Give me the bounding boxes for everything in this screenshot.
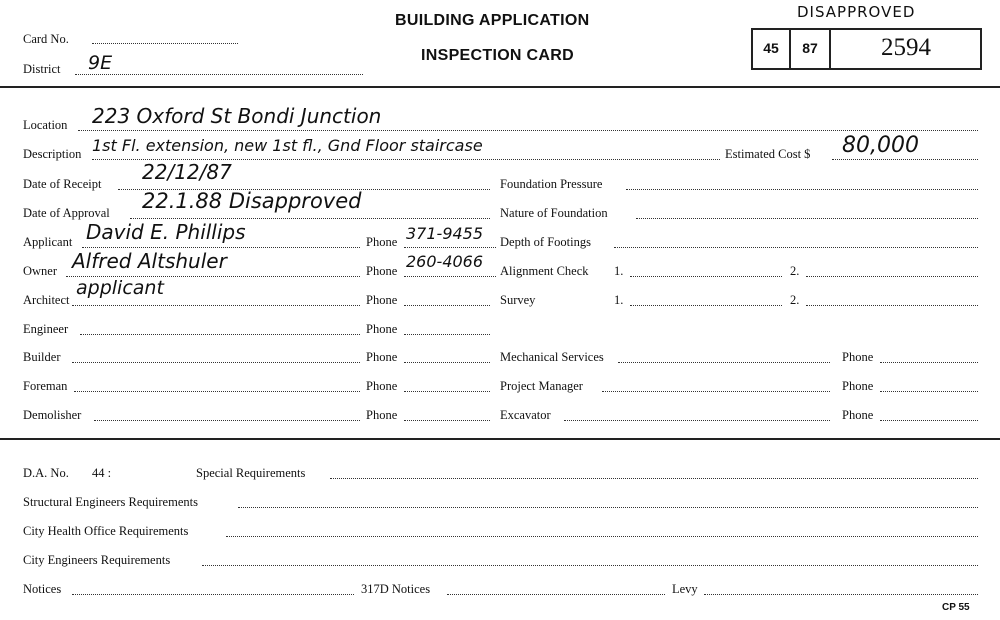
levy-field <box>704 594 978 595</box>
builder-phone-label: Phone <box>366 350 398 364</box>
survey-num2: 2. <box>790 293 800 307</box>
excavator-phone-field <box>880 420 978 421</box>
applicant-phone-label: Phone <box>366 235 398 249</box>
city-engineers-field <box>202 565 978 566</box>
mechanical-services-label: Mechanical Services <box>500 350 604 364</box>
header-rule <box>0 86 1000 88</box>
mechanical-services-field <box>618 362 830 363</box>
district-value: 9E <box>88 52 113 74</box>
date-of-receipt-value: 22/12/87 <box>142 160 232 184</box>
owner-label: Owner <box>23 264 58 278</box>
foreman-phone-field <box>404 391 490 392</box>
survey-num1: 1. <box>614 293 624 307</box>
demolisher-field <box>94 420 360 421</box>
city-engineers-label: City Engineers Requirements <box>23 553 171 567</box>
notices-field <box>72 594 354 595</box>
project-manager-label: Project Manager <box>500 379 583 393</box>
estimated-cost-value: 80,000 <box>842 133 919 158</box>
architect-phone-field <box>404 305 490 306</box>
excavator-label: Excavator <box>500 408 551 422</box>
notices-label: Notices <box>23 582 62 596</box>
owner-value: Alfred Altshuler <box>72 249 227 273</box>
date-of-receipt-label: Date of Receipt <box>23 177 102 191</box>
survey-field-1 <box>630 305 782 306</box>
mechanical-services-phone-label: Phone <box>842 350 874 364</box>
engineer-field <box>80 334 360 335</box>
applicant-phone-field <box>404 247 496 248</box>
excavator-phone-label: Phone <box>842 408 874 422</box>
form-title-line2: INSPECTION CARD <box>421 47 574 64</box>
date-of-approval-label: Date of Approval <box>23 206 110 220</box>
alignment-check-field-1 <box>630 276 782 277</box>
footer-rule <box>0 438 1000 440</box>
depth-of-footings-label: Depth of Footings <box>500 235 591 249</box>
district-label: District <box>23 62 61 76</box>
applicant-value: David E. Phillips <box>86 220 246 244</box>
levy-label: Levy <box>672 582 698 596</box>
form-title-line1: BUILDING APPLICATION <box>395 12 590 29</box>
alignment-check-field-2 <box>806 276 978 277</box>
disapproved-stamp: DISAPPROVED <box>797 3 916 21</box>
engineer-phone-field <box>404 334 490 335</box>
structural-label: Structural Engineers Requirements <box>23 495 198 509</box>
card-no-label: Card No. <box>23 32 69 46</box>
special-requirements-label: Special Requirements <box>196 466 306 480</box>
excavator-field <box>564 420 830 421</box>
special-requirements-field <box>330 478 978 479</box>
engineer-phone-label: Phone <box>366 322 398 336</box>
nature-of-foundation-field <box>636 218 978 219</box>
foreman-label: Foreman <box>23 379 68 393</box>
owner-phone-label: Phone <box>366 264 398 278</box>
da-no-label: D.A. No. <box>23 466 69 480</box>
city-health-label: City Health Office Requirements <box>23 524 189 538</box>
notices-317d-field <box>447 594 665 595</box>
demolisher-phone-label: Phone <box>366 408 398 422</box>
alignment-check-num2: 2. <box>790 264 800 278</box>
box-cell-2: 87 <box>802 40 818 56</box>
description-value: 1st Fl. extension, new 1st fl., Gnd Floor staircase <box>92 136 483 155</box>
date-of-approval-field <box>130 218 490 219</box>
date-of-approval-value: 22.1.88 Disapproved <box>142 189 362 213</box>
project-manager-phone-field <box>880 391 978 392</box>
location-label: Location <box>23 118 68 132</box>
project-manager-phone-label: Phone <box>842 379 874 393</box>
applicant-label: Applicant <box>23 235 73 249</box>
district-field <box>75 74 363 75</box>
architect-value: applicant <box>76 277 164 299</box>
builder-phone-field <box>404 362 490 363</box>
da-no-value: 44 : <box>92 466 112 480</box>
city-health-field <box>226 536 978 537</box>
box-cell-1: 45 <box>763 40 779 56</box>
foreman-field <box>74 391 360 392</box>
architect-label: Architect <box>23 293 70 307</box>
builder-field <box>72 362 360 363</box>
survey-field-2 <box>806 305 978 306</box>
alignment-check-num1: 1. <box>614 264 624 278</box>
nature-of-foundation-label: Nature of Foundation <box>500 206 608 220</box>
demolisher-label: Demolisher <box>23 408 82 422</box>
engineer-label: Engineer <box>23 322 69 336</box>
location-field <box>78 130 978 131</box>
structural-field <box>238 507 978 508</box>
foundation-pressure-field <box>626 189 978 190</box>
foreman-phone-label: Phone <box>366 379 398 393</box>
estimated-cost-label: Estimated Cost $ <box>725 147 811 161</box>
foundation-pressure-label: Foundation Pressure <box>500 177 603 191</box>
form-code: CP 55 <box>942 602 970 613</box>
applicant-field <box>82 247 360 248</box>
applicant-phone-value: 371-9455 <box>406 224 484 243</box>
owner-phone-field <box>404 276 496 277</box>
depth-of-footings-field <box>614 247 978 248</box>
location-value: 223 Oxford St Bondi Junction <box>92 104 382 128</box>
architect-field <box>72 305 360 306</box>
mechanical-services-phone-field <box>880 362 978 363</box>
survey-label: Survey <box>500 293 536 307</box>
card-no-field <box>92 43 238 44</box>
architect-phone-label: Phone <box>366 293 398 307</box>
card-number: 2594 <box>881 34 931 61</box>
owner-phone-value: 260-4066 <box>406 252 484 271</box>
project-manager-field <box>602 391 830 392</box>
builder-label: Builder <box>23 350 61 364</box>
estimated-cost-field <box>832 159 978 160</box>
notices-317d-label: 317D Notices <box>361 582 431 596</box>
alignment-check-label: Alignment Check <box>500 264 589 278</box>
description-label: Description <box>23 147 82 161</box>
demolisher-phone-field <box>404 420 490 421</box>
